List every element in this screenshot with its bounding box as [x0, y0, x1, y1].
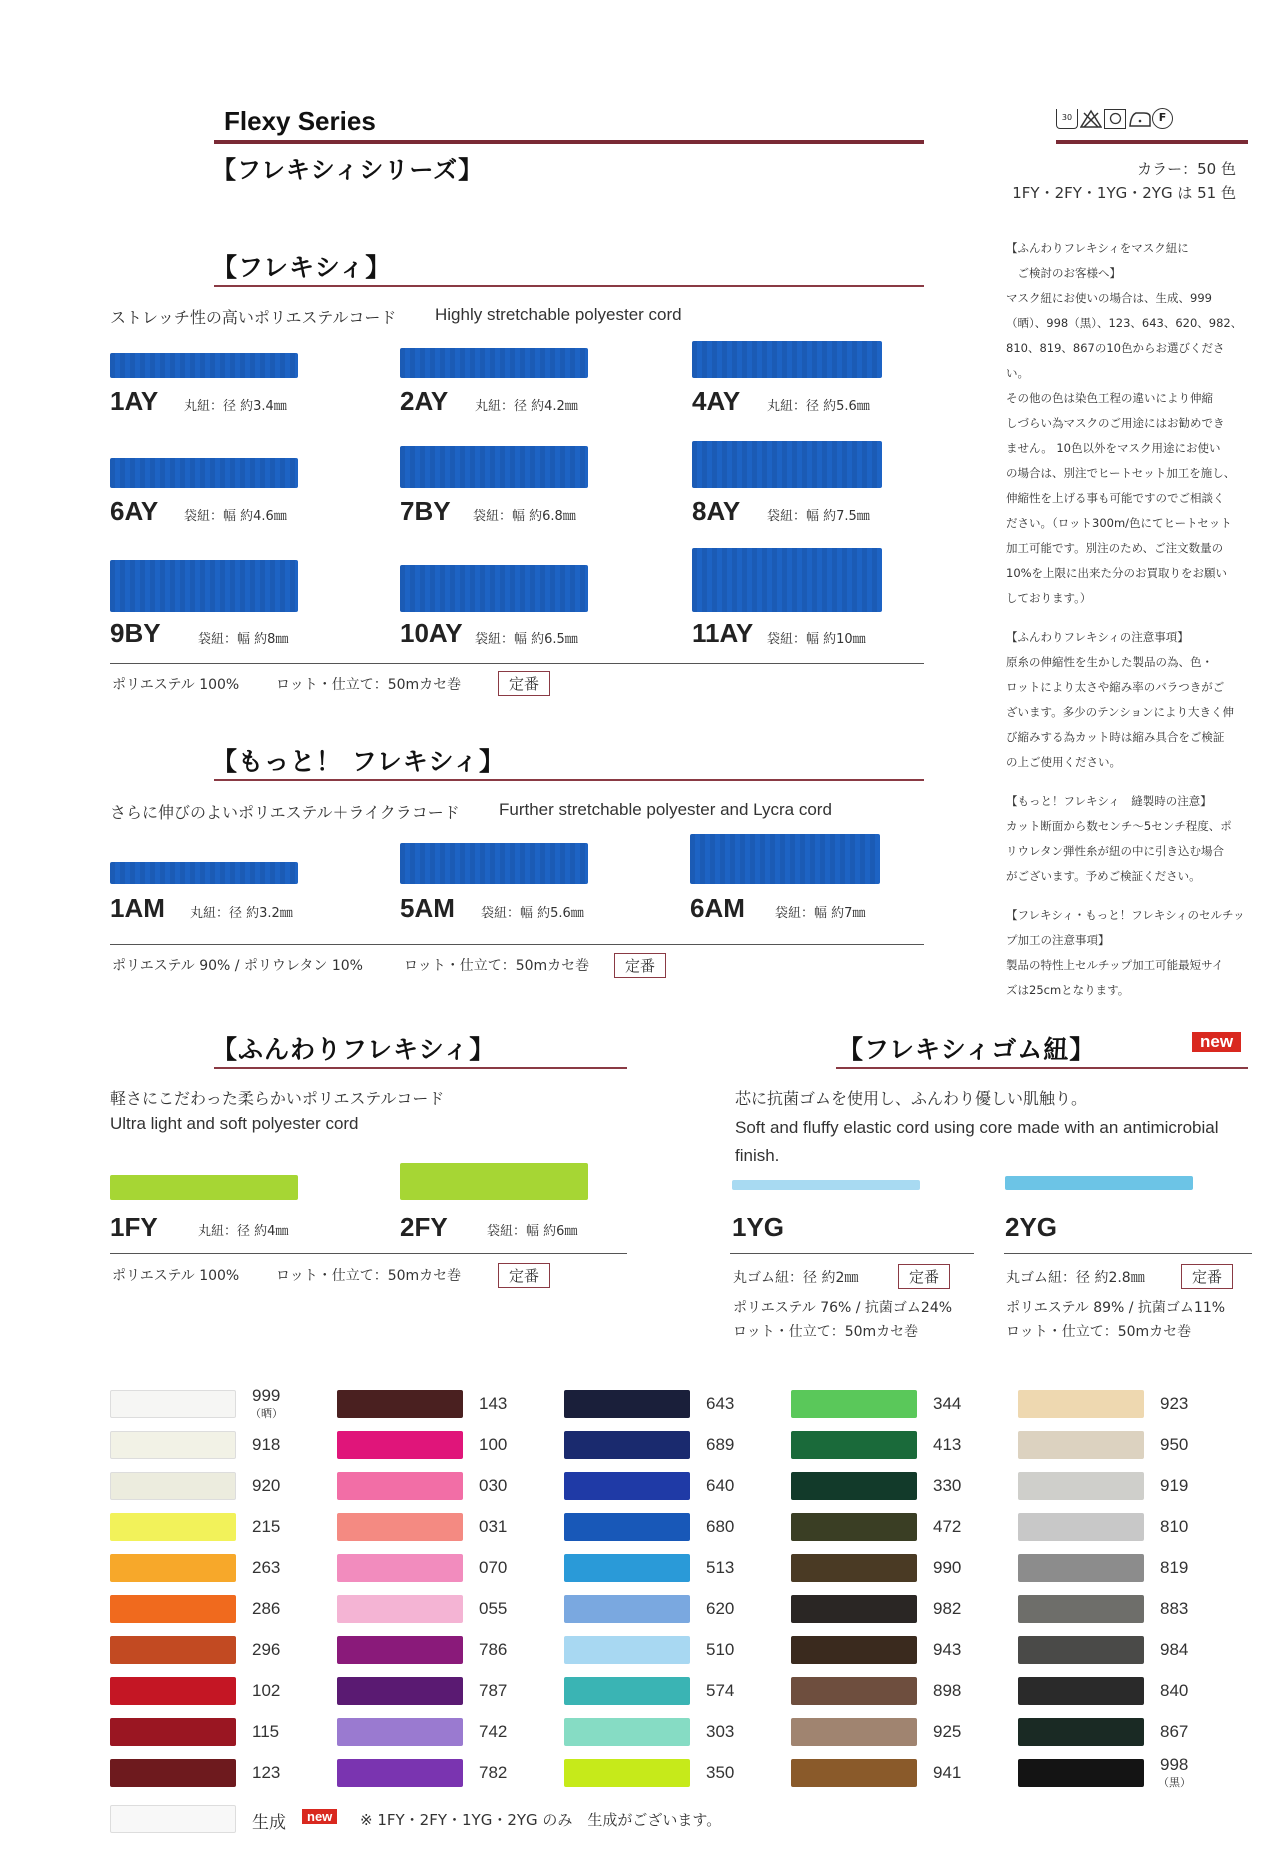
standard-badge: 定番	[1181, 1264, 1233, 1289]
color-swatch	[1018, 1513, 1144, 1541]
funwari-material: ポリエステル 100%	[112, 1268, 240, 1284]
care-icons	[1056, 108, 1175, 129]
flexy-material: ポリエステル 100%	[112, 677, 240, 693]
cord-sample	[110, 1175, 298, 1200]
note-section	[1006, 789, 1246, 889]
color-swatch	[110, 1554, 236, 1582]
color-swatch	[337, 1513, 463, 1541]
tumble-dry-icon	[1104, 109, 1126, 129]
swatch-number: 123	[252, 1763, 281, 1782]
funwari-divider	[110, 1253, 627, 1254]
color-swatch	[791, 1677, 917, 1705]
color-swatch	[1018, 1595, 1144, 1623]
swatch-number: 867	[1160, 1722, 1189, 1741]
note-line: プ加工の注意事項】	[1006, 933, 1110, 947]
item-spec: 袋紐：幅 約10㎜	[767, 632, 866, 647]
new-badge: new	[1192, 1032, 1241, 1052]
swatch-number: 984	[1160, 1640, 1189, 1659]
funwari-desc-jp: 軽さにこだわった柔らかいポリエステルコード	[110, 1089, 445, 1108]
cord-sample	[692, 341, 882, 378]
swatch-number: 031	[479, 1517, 508, 1536]
note-line: ロットにより太さや縮み率のバラつきがご	[1006, 680, 1225, 694]
color-swatch	[337, 1636, 463, 1664]
note-section	[1006, 903, 1246, 1003]
cord-sample	[400, 565, 588, 612]
color-swatch	[564, 1759, 690, 1787]
item-spec: 袋紐：幅 約6.8㎜	[473, 509, 576, 524]
standard-badge: 定番	[614, 953, 666, 978]
standard-badge: 定番	[498, 671, 550, 696]
color-swatch	[791, 1636, 917, 1664]
swatch-number: 574	[706, 1681, 735, 1700]
item-code: 6AY	[110, 496, 159, 526]
wash-30-icon: 30	[1056, 109, 1078, 129]
color-swatch	[110, 1718, 236, 1746]
color-swatch	[337, 1718, 463, 1746]
swatch-number: 030	[479, 1476, 508, 1495]
color-swatch	[564, 1718, 690, 1746]
item-code: 6AM	[690, 893, 745, 923]
notes-block	[1006, 236, 1246, 1003]
color-swatch	[1018, 1636, 1144, 1664]
footer-note: ※ 1FY・2FY・1YG・2YG のみ 生成がございます。	[360, 1811, 722, 1829]
item-spec: 袋紐：幅 約7㎜	[775, 906, 866, 921]
color-swatch	[791, 1595, 917, 1623]
note-line: その他の色は染色工程の違いにより伸縮	[1006, 391, 1213, 405]
note-section	[1006, 625, 1246, 775]
cord-sample	[400, 348, 588, 378]
color-swatch	[564, 1677, 690, 1705]
note-line: しております。）	[1006, 591, 1092, 605]
cord-sample	[110, 458, 298, 488]
color-swatch	[1018, 1759, 1144, 1787]
swatch-number: 510	[706, 1640, 735, 1659]
motto-rule	[214, 779, 924, 781]
item-code: 1AM	[110, 893, 165, 923]
swatch-number: 472	[933, 1517, 962, 1536]
flexy-desc-en: Highly stretchable polyester cord	[435, 305, 682, 324]
item-spec: 袋紐：幅 約4.6㎜	[184, 509, 287, 524]
note-line: び縮みする為カット時は縮み具合をご検証	[1006, 730, 1225, 744]
color-swatch	[110, 1805, 236, 1833]
color-swatch	[1018, 1554, 1144, 1582]
swatch-number: 344	[933, 1394, 962, 1413]
color-swatch	[791, 1718, 917, 1746]
item-spec: 袋紐：幅 約7.5㎜	[767, 509, 870, 524]
flexy-title: 【フレキシィ】	[212, 253, 392, 282]
cord-sample	[692, 548, 882, 612]
item-code: 10AY	[400, 618, 463, 648]
color-swatch	[110, 1677, 236, 1705]
note-line: の場合は、別注でヒートセット加工を施し、	[1006, 466, 1236, 480]
swatch-number: 898	[933, 1681, 962, 1700]
swatch-number: 990	[933, 1558, 962, 1577]
note-line: カット断面から数センチ〜5センチ程度、ポ	[1006, 819, 1232, 833]
note-line: 原糸の伸縮性を生かした製品の為、色・	[1006, 655, 1213, 669]
funwari-desc-en: Ultra light and soft polyester cord	[110, 1114, 359, 1133]
swatch-number: 998	[1160, 1755, 1189, 1774]
gomu-desc-jp: 芯に抗菌ゴムを使用し、ふんわり優しい肌触り。	[735, 1089, 1088, 1108]
color-swatch	[110, 1595, 236, 1623]
color-swatch	[110, 1390, 236, 1418]
swatch-number: 070	[479, 1558, 508, 1577]
item-lot: ロット・仕立て：50mカセ巻	[733, 1324, 919, 1340]
swatch-number: 943	[933, 1640, 962, 1659]
swatch-number: 143	[479, 1394, 508, 1413]
header-rule	[214, 140, 924, 144]
swatch-number: 055	[479, 1599, 508, 1618]
swatch-number: 941	[933, 1763, 962, 1782]
motto-material: ポリエステル 90% / ポリウレタン 10%	[112, 958, 363, 974]
swatch-number: 350	[706, 1763, 735, 1782]
item-code: 1YG	[732, 1212, 785, 1242]
motto-title: 【もっと！ フレキシィ】	[212, 747, 505, 776]
item-spec: 袋紐：幅 約6.5㎜	[475, 632, 578, 647]
item-spec: 丸紐：径 約5.6㎜	[767, 399, 870, 414]
funwari-rule	[214, 1067, 627, 1069]
item-lot: ロット・仕立て：50mカセ巻	[1006, 1324, 1192, 1340]
swatch-number: 786	[479, 1640, 508, 1659]
swatch-number: 303	[706, 1722, 735, 1741]
motto-divider	[110, 944, 924, 945]
color-swatch	[110, 1431, 236, 1459]
color-swatch	[337, 1431, 463, 1459]
swatch-number: 413	[933, 1435, 962, 1454]
color-swatch	[110, 1759, 236, 1787]
note-line: マスク紐にお使いの場合は、生成、999	[1006, 291, 1212, 305]
swatch-number: 819	[1160, 1558, 1189, 1577]
color-swatch	[791, 1390, 917, 1418]
cord-sample	[690, 834, 880, 884]
new-badge: new	[302, 1809, 337, 1824]
flexy-desc-jp: ストレッチ性の高いポリエステルコード	[110, 308, 397, 327]
item-code: 2AY	[400, 386, 449, 416]
item-code: 2YG	[1005, 1212, 1058, 1242]
item-spec: 丸ゴム紐：径 約2.8㎜	[1006, 1270, 1145, 1286]
swatch-number: 742	[479, 1722, 508, 1741]
item-code: 1AY	[110, 386, 159, 416]
header-rule-right	[1056, 140, 1248, 144]
swatch-number: 920	[252, 1476, 281, 1495]
note-line: 【ふんわりフレキシィをマスク紐に	[1006, 241, 1189, 255]
cord-sample	[732, 1180, 920, 1190]
swatch-number: 787	[479, 1681, 508, 1700]
item-material: ポリエステル 89% / 抗菌ゴム11%	[1006, 1300, 1226, 1316]
swatch-number: 115	[252, 1722, 280, 1741]
swatch-number: 918	[252, 1435, 281, 1454]
cord-sample	[400, 843, 588, 884]
note-line: 【フレキシィ・もっと！フレキシィのセルチッ	[1006, 908, 1245, 922]
note-line: 【ふんわりフレキシィの注意事項】	[1006, 630, 1189, 644]
color-swatch	[1018, 1677, 1144, 1705]
note-line: がございます。予めご検証ください。	[1006, 869, 1201, 883]
funwari-lot: ロット・仕立て：50mカセ巻	[276, 1268, 462, 1284]
color-swatch	[337, 1472, 463, 1500]
note-line: 製品の特性上セルチップ加工可能最短サイ	[1006, 958, 1224, 972]
gomu-divider	[1004, 1253, 1252, 1254]
motto-lot: ロット・仕立て：50mカセ巻	[404, 958, 590, 974]
color-swatch	[791, 1554, 917, 1582]
flexy-lot: ロット・仕立て：50mカセ巻	[276, 677, 462, 693]
item-spec: 丸ゴム紐：径 約2㎜	[733, 1270, 859, 1286]
note-line: ださい。（ロット300m/色にてヒートセット	[1006, 516, 1232, 530]
color-swatch	[110, 1472, 236, 1500]
note-line: しづらい為マスクのご用途にはお勧めでき	[1006, 416, 1225, 430]
note-line: の上ご使用ください。	[1006, 755, 1121, 769]
color-swatch	[110, 1513, 236, 1541]
note-line: 伸縮性を上げる事も可能ですのでご相談く	[1006, 491, 1225, 505]
item-spec: 袋紐：幅 約5.6㎜	[481, 906, 584, 921]
swatch-number: 923	[1160, 1394, 1189, 1413]
motto-desc-jp: さらに伸びのよいポリエステル＋ライクラコード	[110, 803, 460, 822]
note-line: リウレタン弾性糸が紐の中に引き込む場合	[1006, 844, 1225, 858]
iron-low-icon	[1128, 109, 1150, 129]
swatch-number: 330	[933, 1476, 962, 1495]
swatch-number: 620	[706, 1599, 735, 1618]
flexy-divider	[110, 663, 924, 664]
color-swatch	[791, 1431, 917, 1459]
swatch-number: 883	[1160, 1599, 1189, 1618]
swatch-number: 999	[252, 1386, 281, 1405]
cord-sample	[110, 560, 298, 612]
note-line: ご検討のお客様へ】	[1006, 266, 1121, 280]
item-spec: 袋紐：幅 約8㎜	[198, 632, 289, 647]
cord-sample	[1005, 1176, 1193, 1190]
item-spec: 丸紐：径 約3.2㎜	[190, 906, 293, 921]
item-spec: 丸紐：径 約3.4㎜	[184, 399, 287, 414]
swatch-number: 生成	[252, 1813, 286, 1832]
swatch-number: 215	[252, 1517, 281, 1536]
gomu-divider	[730, 1253, 974, 1254]
color-swatch	[564, 1472, 690, 1500]
series-title-jp: 【フレキシィシリーズ】	[212, 156, 484, 184]
note-line: 810、819、867の10色からお選びください。	[1006, 341, 1225, 380]
colors-count-extra: 1FY・2FY・1YG・2YG は 51 色	[1012, 184, 1236, 202]
color-swatch	[1018, 1718, 1144, 1746]
color-swatch	[337, 1759, 463, 1787]
color-swatch	[337, 1677, 463, 1705]
swatch-number: 840	[1160, 1681, 1189, 1700]
swatch-number: 680	[706, 1517, 735, 1536]
item-code: 8AY	[692, 496, 741, 526]
color-swatch	[564, 1636, 690, 1664]
swatch-number: 640	[706, 1476, 735, 1495]
cord-sample	[692, 441, 882, 488]
swatch-number: 296	[252, 1640, 281, 1659]
flexy-rule	[214, 285, 924, 287]
swatch-number: 643	[706, 1394, 735, 1413]
color-swatch	[791, 1513, 917, 1541]
swatch-number: 100	[479, 1435, 508, 1454]
swatch-number: 810	[1160, 1517, 1189, 1536]
motto-desc-en: Further stretchable polyester and Lycra cord	[499, 800, 832, 819]
color-swatch	[337, 1554, 463, 1582]
note-line: 【もっと！フレキシィ 縫製時の注意】	[1006, 794, 1212, 808]
cord-sample	[110, 353, 298, 378]
color-swatch	[564, 1431, 690, 1459]
color-swatch	[110, 1636, 236, 1664]
item-code: 9BY	[110, 618, 161, 648]
swatch-number: 286	[252, 1599, 281, 1618]
color-swatch	[1018, 1472, 1144, 1500]
note-section	[1006, 236, 1246, 611]
series-title-en: Flexy Series	[224, 106, 376, 136]
color-swatch	[1018, 1431, 1144, 1459]
no-bleach-icon	[1080, 109, 1102, 129]
dryclean-f-icon: F	[1152, 108, 1173, 129]
swatch-number: 513	[706, 1558, 735, 1577]
note-line: ズは25cmとなります。	[1006, 983, 1130, 997]
color-swatch	[791, 1759, 917, 1787]
cord-sample	[400, 1163, 588, 1200]
color-swatch	[564, 1595, 690, 1623]
swatch-number: 925	[933, 1722, 962, 1741]
swatch-number: 102	[252, 1681, 281, 1700]
color-swatch	[564, 1390, 690, 1418]
note-line: ません。 10色以外をマスク用途にお使い	[1006, 441, 1221, 455]
color-swatch	[337, 1390, 463, 1418]
item-code: 2FY	[400, 1212, 448, 1242]
item-code: 1FY	[110, 1212, 158, 1242]
note-line: 10%を上限に出来た分のお買取りをお願い	[1006, 566, 1228, 580]
swatch-number: 950	[1160, 1435, 1189, 1454]
color-swatch	[564, 1513, 690, 1541]
swatch-number: 982	[933, 1599, 962, 1618]
swatch-number: 782	[479, 1763, 508, 1782]
item-material: ポリエステル 76% / 抗菌ゴム24%	[733, 1300, 953, 1316]
swatch-sub-label: （晒）	[250, 1407, 283, 1420]
color-swatch	[1018, 1390, 1144, 1418]
item-spec: 丸紐：径 約4.2㎜	[475, 399, 578, 414]
color-swatch	[564, 1554, 690, 1582]
cord-sample	[400, 446, 588, 488]
gomu-desc-en: Soft and fluffy elastic cord using core made with an antimicrobial finish.	[735, 1118, 1219, 1165]
funwari-title: 【ふんわりフレキシィ】	[212, 1035, 496, 1064]
item-code: 5AM	[400, 893, 455, 923]
swatch-number: 919	[1160, 1476, 1189, 1495]
colors-count: カラー：50 色	[1137, 160, 1236, 178]
color-swatch	[337, 1595, 463, 1623]
standard-badge: 定番	[898, 1264, 950, 1289]
gomu-title: 【フレキシィゴム紐】	[838, 1035, 1096, 1064]
item-code: 11AY	[692, 618, 754, 648]
item-spec: 丸紐：径 約4㎜	[198, 1224, 289, 1239]
note-line: （晒）、998（黒）、123、643、620、982、	[1006, 316, 1243, 330]
note-line: 加工可能です。別注のため、ご注文数量の	[1006, 541, 1224, 555]
gomu-rule	[836, 1067, 1248, 1069]
cord-sample	[110, 862, 298, 884]
note-line: ざいます。多少のテンションにより大きく伸	[1006, 705, 1234, 719]
swatch-number: 689	[706, 1435, 735, 1454]
color-swatch	[791, 1472, 917, 1500]
item-code: 7BY	[400, 496, 451, 526]
item-code: 4AY	[692, 386, 741, 416]
swatch-sub-label: （黒）	[1158, 1776, 1191, 1789]
item-spec: 袋紐：幅 約6㎜	[487, 1224, 578, 1239]
standard-badge: 定番	[498, 1263, 550, 1288]
swatch-number: 263	[252, 1558, 281, 1577]
